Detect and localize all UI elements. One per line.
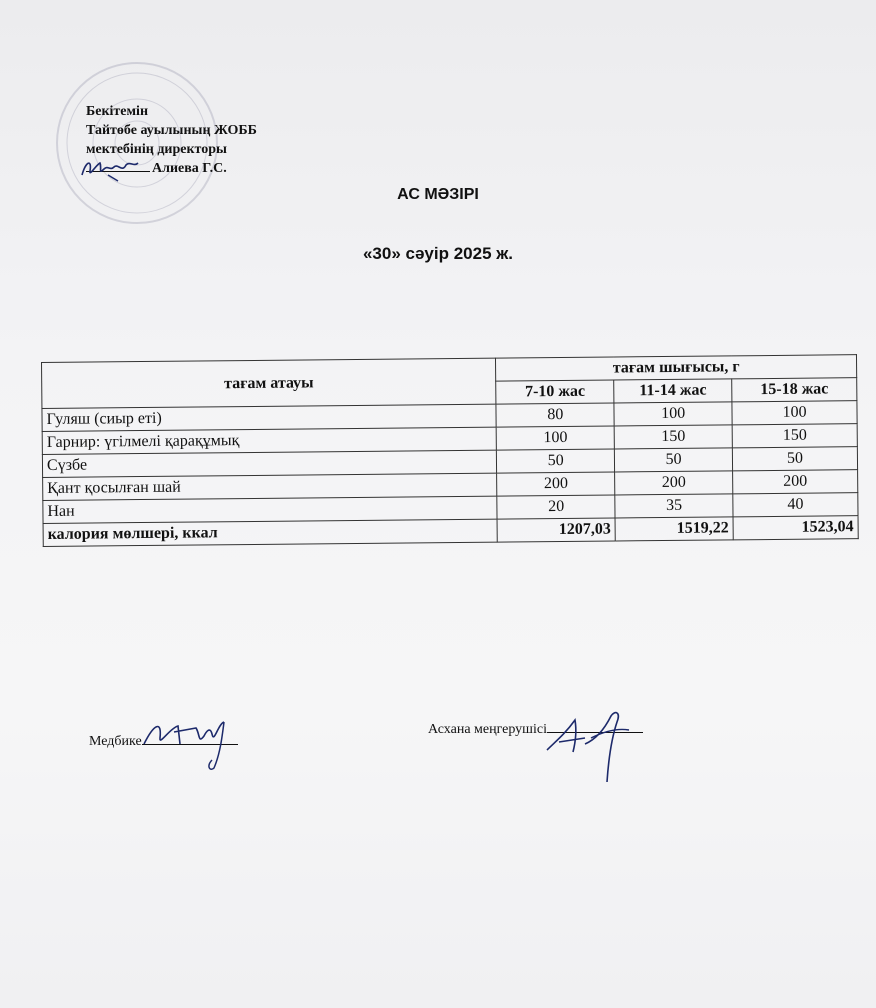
nurse-signature — [140, 714, 240, 774]
dish-value: 150 — [732, 424, 857, 448]
kitchen-manager-signature — [541, 708, 651, 788]
age-group-header: 7-10 жас — [496, 380, 614, 404]
dish-name: Гуляш (сиыр еті) — [42, 404, 497, 431]
page-title: АС МӘЗІРІ — [397, 186, 479, 203]
nurse-label: Медбике — [89, 734, 142, 749]
approval-line-1: Бекітемін — [86, 104, 149, 119]
dish-value: 20 — [497, 495, 615, 519]
approval-block — [86, 102, 257, 178]
approval-line-3: мектебінің директоры — [86, 142, 227, 157]
director-name: Алиева Г.С. — [152, 161, 227, 176]
dish-value: 50 — [615, 448, 733, 472]
age-group-header: 15-18 жас — [732, 378, 857, 402]
dish-value: 200 — [615, 471, 733, 495]
approval-line-2: Тайтөбе ауылының ЖОББ — [86, 123, 257, 138]
kitchen-manager-signature-line — [428, 722, 643, 738]
director-line — [86, 159, 257, 178]
dish-value: 100 — [732, 401, 857, 425]
dish-value: 100 — [496, 426, 614, 450]
dish-value: 80 — [496, 403, 614, 427]
header-output: тағам шығысы, г — [496, 355, 857, 381]
calorie-value: 1523,04 — [733, 516, 858, 540]
dish-value: 50 — [497, 449, 615, 473]
dish-value: 150 — [614, 425, 732, 449]
dish-value: 100 — [614, 402, 732, 426]
calorie-value: 1519,22 — [615, 517, 733, 541]
dish-name: Гарнир: үгілмелі қарақұмық — [42, 427, 497, 454]
age-group-header: 11-14 жас — [614, 379, 732, 403]
dish-value: 35 — [615, 494, 733, 518]
director-signature — [78, 157, 142, 183]
calorie-value: 1207,03 — [497, 518, 615, 542]
menu-date: «30» сәуір 2025 ж. — [362, 244, 514, 263]
calorie-label: калория мөлшері, ккал — [43, 519, 498, 546]
dish-value: 50 — [732, 447, 857, 471]
nurse-signature-line — [89, 734, 238, 750]
signatures-area — [0, 708, 876, 768]
dish-name: Нан — [43, 496, 498, 523]
kitchen-manager-label: Асхана меңгерушісі — [428, 722, 547, 737]
dish-value: 200 — [733, 470, 858, 494]
dish-name: Қант қосылған шай — [43, 473, 498, 500]
dish-value: 200 — [497, 472, 615, 496]
menu-table — [41, 354, 859, 547]
dish-value: 40 — [733, 493, 858, 517]
dish-name: Сүзбе — [42, 450, 497, 477]
header-dish-name: тағам атауы — [42, 358, 497, 408]
